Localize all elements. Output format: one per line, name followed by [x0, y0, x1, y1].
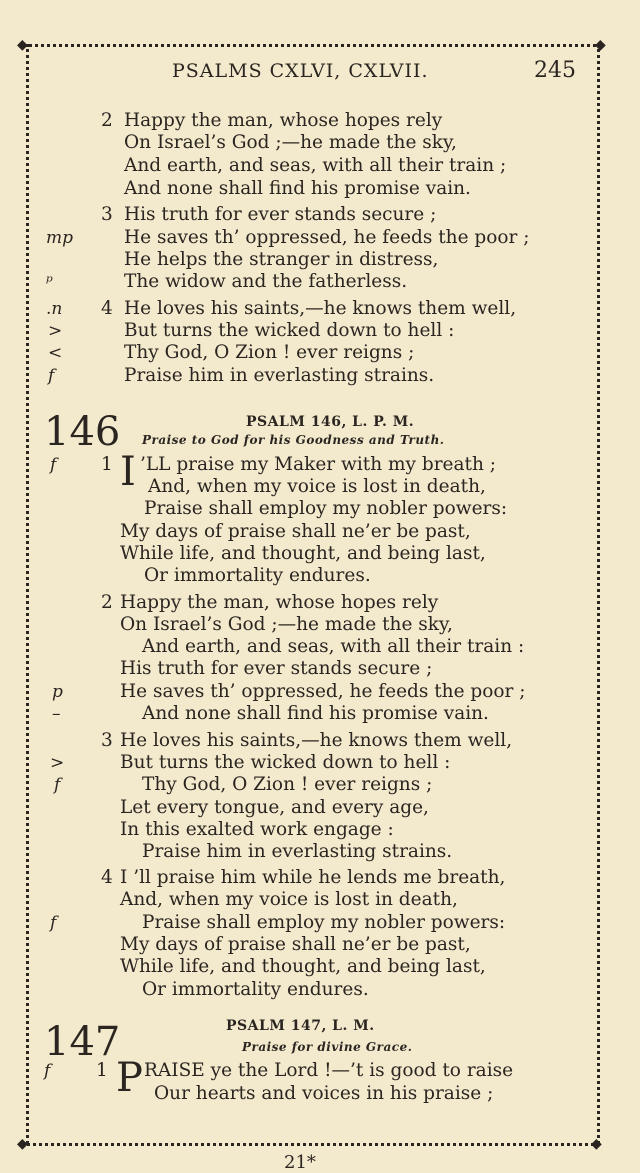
- dynamic-mark: p: [52, 682, 63, 702]
- verse-line: And earth, and seas, with all their train ;: [124, 155, 507, 176]
- psalm-number: 146: [44, 409, 121, 455]
- verse-line: Praise him in everlasting strains.: [142, 841, 453, 862]
- verse-line: Praise shall employ my nobler powers:: [142, 912, 506, 933]
- verse-line: Thy God, O Zion ! ever reigns ;: [124, 342, 415, 363]
- psalm-heading: PSALM 146, L. P. M.: [246, 414, 415, 430]
- psalm-number: 147: [44, 1019, 121, 1065]
- verse-line: Thy God, O Zion ! ever reigns ;: [142, 774, 433, 795]
- right-border-rule: [597, 44, 600, 1144]
- dynamic-mark: f: [50, 913, 57, 933]
- dynamic-mark: >: [50, 753, 65, 773]
- dynamic-mark: >: [48, 321, 63, 341]
- stanza-number: 1: [101, 454, 113, 475]
- verse-line: ’LL praise my Maker with my breath ;: [140, 454, 496, 475]
- psalm-subtitle: Praise for divine Grace.: [242, 1040, 413, 1054]
- verse-line: I ’ll praise him while he lends me breath,: [120, 867, 506, 888]
- verse-line: RAISE ye the Lord !—’t is good to raise: [144, 1060, 514, 1081]
- verse-line: His truth for ever stands secure ;: [120, 658, 433, 679]
- dynamic-mark: f: [54, 775, 61, 795]
- verse-line: In this exalted work engage :: [120, 819, 394, 840]
- verse-line: Let every tongue, and every age,: [120, 797, 429, 818]
- verse-line: While life, and thought, and being last,: [120, 956, 486, 977]
- drop-cap: I: [120, 449, 136, 495]
- stanza-number: 3: [101, 730, 113, 751]
- verse-line: Our hearts and voices in his praise ;: [154, 1083, 494, 1104]
- verse-line: Praise him in everlasting strains.: [124, 365, 435, 386]
- dynamic-mark: <: [48, 343, 63, 363]
- verse-line: He loves his saints,—he knows them well,: [124, 298, 517, 319]
- dynamic-mark: f: [44, 1061, 51, 1081]
- verse-line: Happy the man, whose hopes rely: [120, 592, 439, 613]
- verse-line: On Israel’s God ;—he made the sky,: [124, 132, 457, 153]
- corner-ornament-icon: ◆: [591, 1136, 602, 1152]
- psalm-subtitle: Praise to God for his Goodness and Truth.: [142, 433, 445, 447]
- corner-ornament-icon: ◆: [595, 37, 606, 53]
- verse-line: And, when my voice is lost in death,: [120, 889, 458, 910]
- verse-line: My days of praise shall ne’er be past,: [120, 521, 471, 542]
- stanza-number: 4: [101, 298, 113, 319]
- verse-line: And, when my voice is lost in death,: [148, 476, 486, 497]
- running-title: PSALMS CXLVI, CXLVII.: [172, 60, 429, 82]
- dynamic-mark: mp: [46, 228, 74, 248]
- stanza-number: 4: [101, 867, 113, 888]
- dynamic-mark: f: [50, 455, 57, 475]
- corner-ornament-icon: ◆: [17, 1136, 28, 1152]
- stanza-number: 3: [101, 204, 113, 225]
- stanza-number: 2: [101, 110, 113, 131]
- verse-line: And none shall find his promise vain.: [124, 178, 471, 199]
- verse-line: And earth, and seas, with all their train :: [142, 636, 525, 657]
- verse-line: He saves th’ oppressed, he feeds the poor ;: [120, 681, 526, 702]
- verse-line: The widow and the fatherless.: [124, 271, 408, 292]
- verse-line: Or immortality endures.: [144, 565, 371, 586]
- verse-line: His truth for ever stands secure ;: [124, 204, 437, 225]
- verse-line: On Israel’s God ;—he made the sky,: [120, 614, 453, 635]
- verse-line: Happy the man, whose hopes rely: [124, 110, 443, 131]
- verse-line: While life, and thought, and being last,: [120, 543, 486, 564]
- top-border-rule: [22, 44, 604, 47]
- stanza-number: 1: [96, 1060, 108, 1081]
- verse-line: He saves th’ oppressed, he feeds the poor ;: [124, 227, 530, 248]
- verse-line: Praise shall employ my nobler powers:: [144, 498, 508, 519]
- bottom-border-rule: [22, 1143, 600, 1146]
- verse-line: He loves his saints,—he knows them well,: [120, 730, 513, 751]
- verse-line: He helps the stranger in distress,: [124, 249, 439, 270]
- verse-line: But turns the wicked down to hell :: [124, 320, 455, 341]
- corner-ornament-icon: ◆: [17, 37, 28, 53]
- verse-line: And none shall find his promise vain.: [142, 703, 489, 724]
- page-number: 245: [534, 58, 576, 83]
- psalm-heading: PSALM 147, L. M.: [226, 1018, 375, 1034]
- drop-cap: P: [116, 1055, 143, 1101]
- dynamic-mark: ᵖ: [46, 272, 53, 292]
- dynamic-mark: .n: [46, 299, 63, 319]
- signature-mark: 21*: [284, 1152, 316, 1173]
- verse-line: My days of praise shall ne’er be past,: [120, 934, 471, 955]
- stanza-number: 2: [101, 592, 113, 613]
- verse-line: Or immortality endures.: [142, 979, 369, 1000]
- running-header: [0, 58, 640, 92]
- dynamic-mark: –: [52, 704, 61, 724]
- verse-line: But turns the wicked down to hell :: [120, 752, 451, 773]
- left-border-rule: [26, 44, 29, 1144]
- dynamic-mark: f: [48, 366, 55, 386]
